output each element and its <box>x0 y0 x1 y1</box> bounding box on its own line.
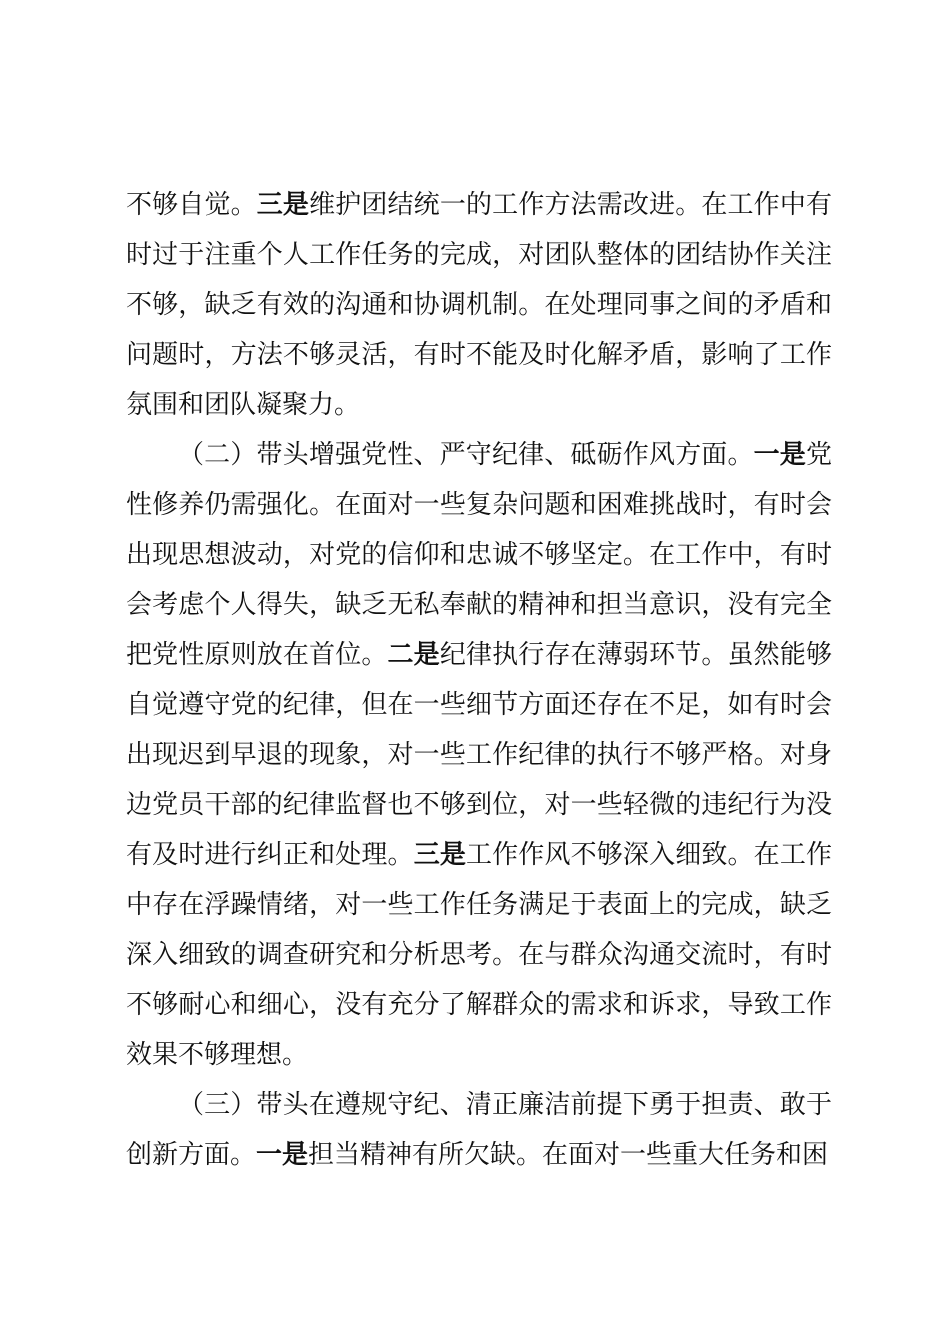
paragraph-3 <box>126 1080 832 1180</box>
paragraph-2-text: 党性修养仍需强化。在面对一些复杂问题和困难挑战时，有时会出现思想波动，对党的信仰和忠诚不够坚定。在工作中，有时会考虑个人得失，缺乏无私奉献的精神和担当意识，没有完全把党性原则放在首位。 <box>126 440 832 670</box>
paragraph-2-text: 纪律执行存在薄弱环节。虽然能够自觉遵守党的纪律，但在一些细节方面还存在不足，如有时会出现迟到早退的现象，对一些工作纪律的执行不够严格。对身边党员干部的纪律监督也不够到位，对一些轻微的违纪行为没有及时进行纠正和处理。 <box>126 640 832 870</box>
paragraph-2-text: 工作作风不够深入细致。在工作中存在浮躁情绪，对一些工作任务满足于表面上的完成，缺乏深入细致的调查研究和分析思考。在与群众沟通交流时，有时不够耐心和细心，没有充分了解群众的需求和诉求，导致工作效果不够理想。 <box>126 840 832 1070</box>
paragraph-1-text: 维护团结统一的工作方法需改进。在工作中有时过于注重个人工作任务的完成，对团队整体的团结协作关注不够，缺乏有效的沟通和协调机制。在处理同事之间的矛盾和问题时，方法不够灵活，有时不能及时化解矛盾，影响了工作氛围和团队凝聚力。 <box>126 190 832 420</box>
paragraph-2-item-label: 二是 <box>387 640 440 670</box>
paragraph-2-item-label: 三是 <box>413 840 466 870</box>
paragraph-3-text: 担当精神有所欠缺。在面对一些重大任务和困 <box>308 1140 829 1170</box>
paragraph-1-item-label: 三是 <box>256 190 310 220</box>
paragraph-2-item-label: 一是 <box>753 440 806 470</box>
paragraph-1-text: 不够自觉。 <box>126 190 257 220</box>
document-body <box>126 180 832 1180</box>
paragraph-1 <box>126 180 832 430</box>
paragraph-3-heading: （三）带头在遵规守纪、清正廉洁前提下勇于担责、敢于创新方面。 <box>126 1090 832 1170</box>
paragraph-2-heading: （二）带头增强党性、严守纪律、砥砺作风方面。 <box>178 440 754 470</box>
paragraph-3-item-label: 一是 <box>256 1140 309 1170</box>
paragraph-2 <box>126 430 832 1080</box>
